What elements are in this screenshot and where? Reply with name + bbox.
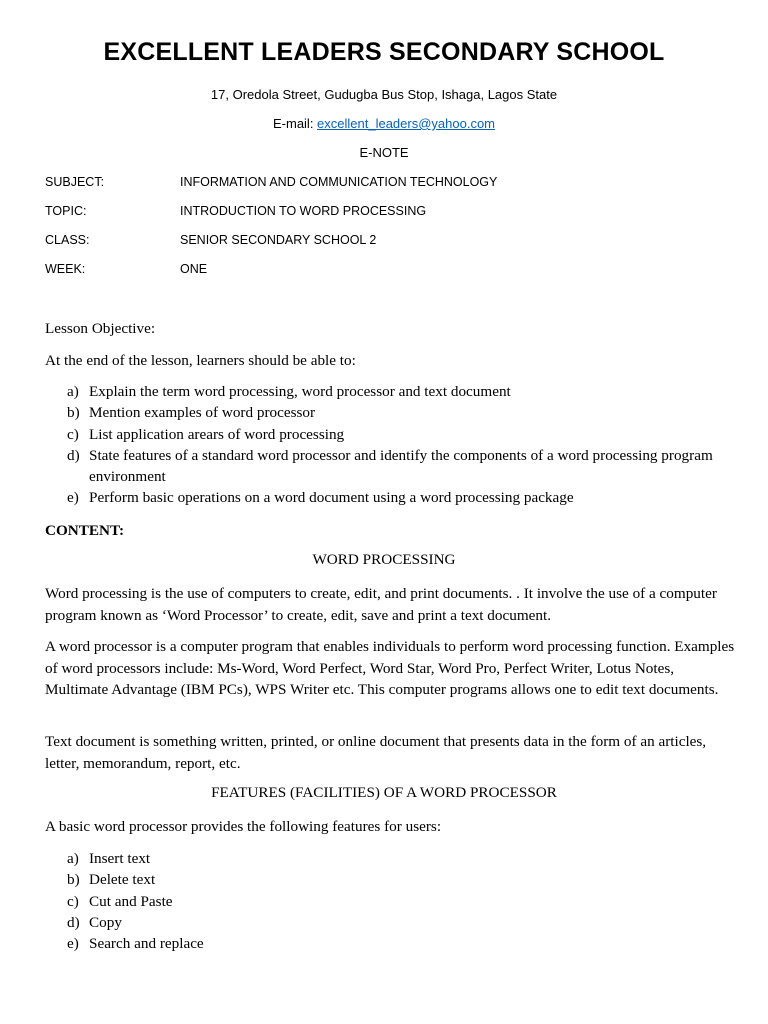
list-marker: b) <box>67 404 80 422</box>
section-heading-features: FEATURES (FACILITIES) OF A WORD PROCESSOR <box>211 784 557 801</box>
list-item-text: State features of a standard word processor and identify the components of a word processing program environment <box>89 446 713 486</box>
list-item <box>67 891 735 912</box>
objective-list <box>67 381 735 509</box>
list-item-text: Search and replace <box>89 935 204 953</box>
list-item-text: Mention examples of word processor <box>89 404 316 422</box>
list-item-text: Delete text <box>89 871 156 889</box>
meta-key: WEEK: <box>45 262 86 276</box>
list-item-text: Copy <box>89 913 122 931</box>
meta-value: INFORMATION AND COMMUNICATION TECHNOLOGY <box>180 175 498 189</box>
list-marker: c) <box>67 892 79 910</box>
paragraph-word-processor: A word processor is a computer program that enables individuals to perform word processing function. Examples of word processors include: Ms-Word, Word Perfect, Word Star, Word Pro, Perfect Writer, Lotus Notes, Multimate Advantage (IBM PCs), WPS Writer etc. This computer programs allows one to edit text documents. <box>45 638 735 698</box>
list-item-text: Cut and Paste <box>89 892 173 910</box>
list-item <box>67 424 735 445</box>
meta-key: CLASS: <box>45 233 90 247</box>
list-marker: a) <box>67 383 79 400</box>
meta-key: TOPIC: <box>45 204 87 218</box>
list-item-text: Insert text <box>89 850 151 867</box>
list-item <box>67 402 735 423</box>
content-label: CONTENT: <box>45 522 125 539</box>
features-intro: A basic word processor provides the following features for users: <box>45 818 442 835</box>
list-item-text: List application arears of word processing <box>89 425 345 443</box>
meta-value: SENIOR SECONDARY SCHOOL 2 <box>180 233 377 247</box>
meta-key: SUBJECT: <box>45 175 105 189</box>
section-heading-word-processing: WORD PROCESSING <box>312 551 456 568</box>
list-marker: e) <box>67 489 79 507</box>
list-item <box>67 848 735 869</box>
objective-title: Lesson Objective: <box>45 320 156 337</box>
list-item <box>67 912 735 933</box>
email-link[interactable]: excellent_leaders@yahoo.com <box>317 116 496 131</box>
list-marker: e) <box>67 935 79 953</box>
paragraph-definition: Word processing is the use of computers to create, edit, and print documents. . It involve the use of a computer program known as ‘Word Processor’ to create, edit, save and print a text document. <box>45 585 717 624</box>
note-type: E-NOTE <box>359 145 409 160</box>
meta-value: ONE <box>180 262 208 276</box>
list-item <box>67 445 735 488</box>
list-item-text: Perform basic operations on a word document using a word processing package <box>89 489 574 507</box>
list-item <box>67 933 735 954</box>
features-list <box>67 848 735 954</box>
list-marker: b) <box>67 871 80 889</box>
list-marker: d) <box>67 446 80 464</box>
list-item <box>67 869 735 890</box>
school-title: EXCELLENT LEADERS SECONDARY SCHOOL <box>103 38 665 66</box>
list-item-text: Explain the term word processing, word processor and text document <box>89 383 511 400</box>
email-line <box>0 116 768 131</box>
list-item <box>67 487 735 508</box>
paragraph-text-document: Text document is something written, printed, or online document that presents data in the form of an articles, letter, memorandum, report, etc. <box>45 733 707 772</box>
list-marker: d) <box>67 913 80 931</box>
objective-intro: At the end of the lesson, learners should be able to: <box>45 352 356 369</box>
email-label: E-mail: <box>272 116 318 131</box>
list-marker: a) <box>67 850 79 867</box>
list-item <box>67 381 735 402</box>
meta-value: INTRODUCTION TO WORD PROCESSING <box>180 204 427 218</box>
school-address: 17, Oredola Street, Gudugba Bus Stop, Ishaga, Lagos State <box>210 87 558 102</box>
list-marker: c) <box>67 425 79 443</box>
